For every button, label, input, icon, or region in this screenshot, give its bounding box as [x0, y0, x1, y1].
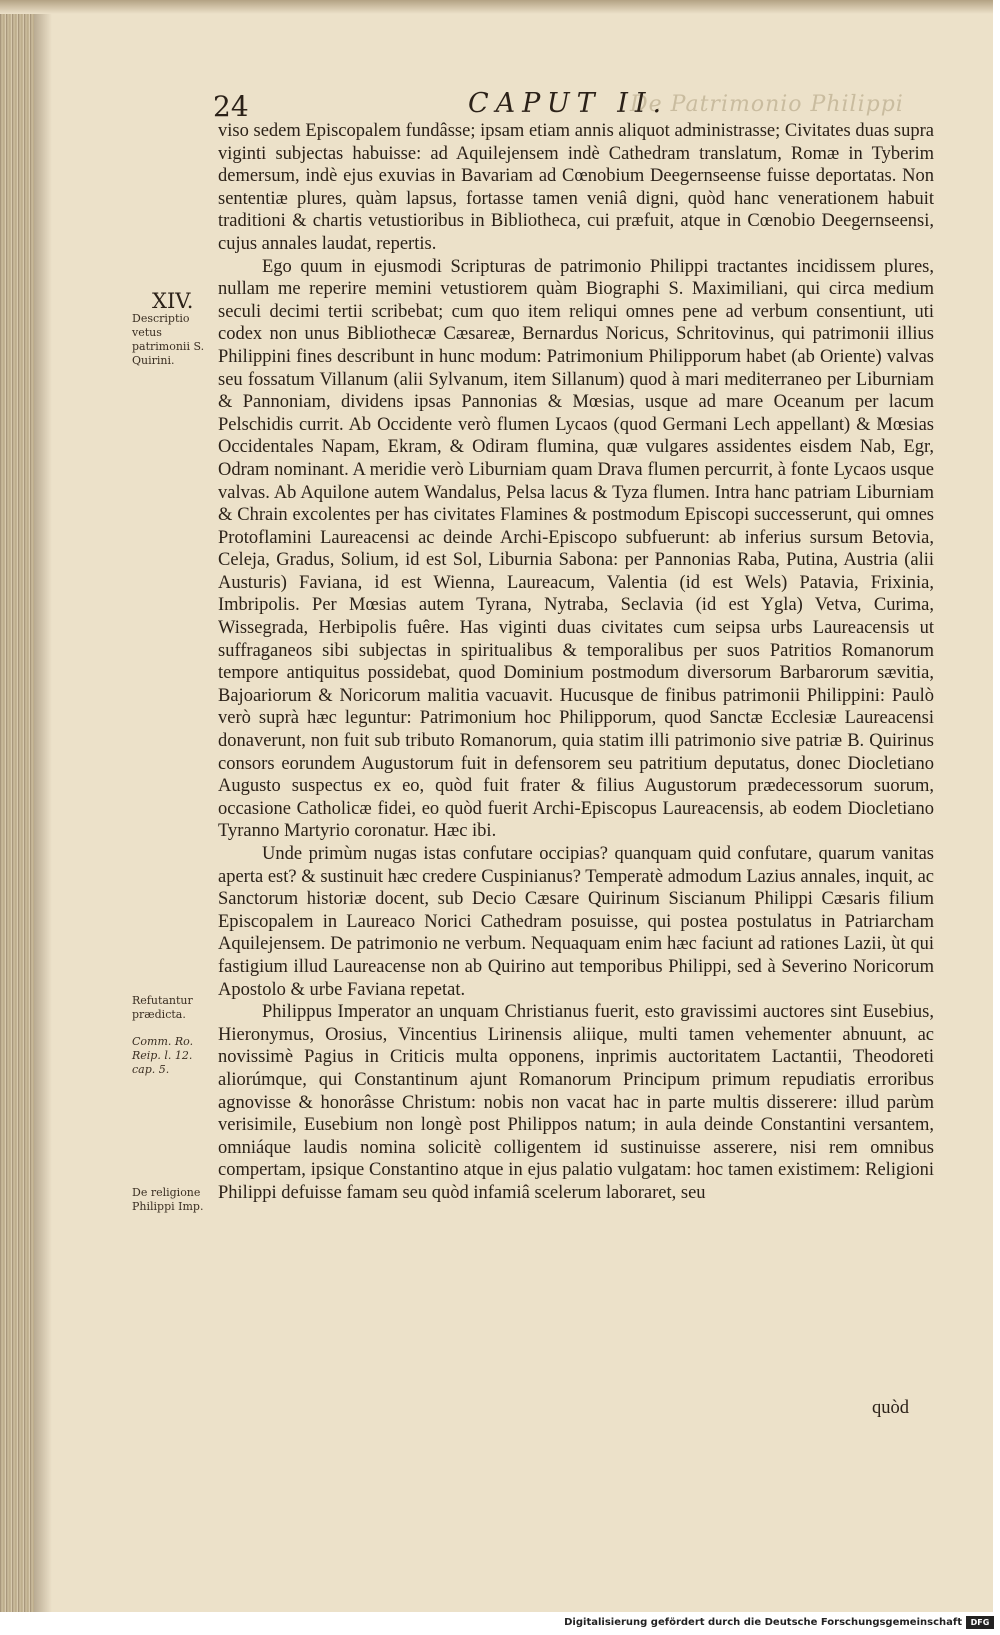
page-edges: [0, 0, 34, 1612]
paragraph: Ego quum in ejusmodi Scripturas de patrimonio Philippi tractantes incidissem plures, nullam me reperire memini vetustiorem quàm Biographi S. Maximiliani, qui circa medium seculi decimi tertii scribebat; cum quo item reliqui omnes pene ad verbum consentiunt, uti codex non unus Bibliothecæ Cæsareæ, Bernardus Noricus, Schritovinus, qui patrimonii illius Philippini fines describunt in hunc modum: Patrimonium Philipporum habet (ab Oriente) valvas seu fossatum Villanum (alii Sylvanum, item Sillanum) quod à mari mediterraneo per Liburniam & Pannoniam, dividens ipsas Pannonias & Mœsias, usque ad mare Oceanum per lacum Pelschidis currit. Ab Occidente verò flumen Lycaos (quod Germani Lech appellant) & Mœsias Occidentales Napam, Ekram, & Odiram flumina, quæ vulgares assidentes eisdem Nab, Egr, Odram nominant. A meridie verò Liburniam quam Drava flumen percurrit, à fonte Lycaos usque valvas. Ab Aquilone autem Wandalus, Pelsa lacus & Tyza flumen. Intra hanc patriam Liburniam & Chrain excolentes per has civitates Flamines & postmodum Episcopi successerunt, qui omnes Protoflamini Laureacensi ac deinde Archi-Episcopo subfuerunt: ab inferius sursum Betovia, Celeja, Gradus, Solium, id est Sol, Liburnia Sabona: per Pannonias Raba, Putina, Austria (alii Austuris) Faviana, id est Wienna, Laureacum, Valentia (id est Wels) Patavia, Frixinia, Imbripolis. Per Mœsias autem Tyrana, Nytraba, Seclavia (id est Ygla) Vetva, Curima, Wissegrada, Herbipolis fuêre. Has viginti duas civitates cum seipsa urbs Laureacensis ut suffraganeos sibi subjectas in spiritualibus & temporalibus per suos Patritios Romanorum tempore antiquitus possidebat, quod Dominium postmodum diversorum Barbarorum sævitia, Bajoariorum & Noricorum malitia vacuavit. Hucusque de finibus patrimonii Philippini: Paulò verò suprà hæc leguntur: Patrimonium hoc Philipporum, quod Sanctæ Ecclesiæ Laureacensi donaverunt, non fuit sub tributo Romanorum, quia statim illi patrimonio sive patriæ B. Quirinus consors eorundem Augustorum fuit in defensorem seu patritium deputatus, donec Diocletiano Augusto suspectus ex eo, quòd fuit frater & filius Augustorum prædecessorum suorum, occasione Catholicæ fidei, eo quòd fuerit Archi-Episcopus Laureacensis, ab eodem Diocletiano Tyranno Martyrio coronatur. Hæc ibi.: [218, 256, 934, 842]
paragraph: Unde primùm nugas istas confutare occipias? quanquam quid confutare, quarum vanitas aperta est? & sustinuit hæc credere Cuspinianus? Temperatè admodum Lazius annales, inquit, ac Sanctorum historiæ docent, sub Decio Cæsare Quirinum Siscianum Philippi Cæsaris filium Episcopalem in Laureaco Norici Cathedram posuisse, qui postea postulatus in Patriarcham Aquilejensem. De patrimonio ne verbum. Nequaquam enim hæc faciunt ad rationes Lazii, ùt qui fastigium illud Laureacense non ab Quirino aut temporibus Philippi, sed à Severino Noricorum Apostolo & urbe Faviana repetat.: [218, 844, 934, 1000]
gutter-shadow: [34, 0, 52, 1612]
paragraph: Philippus Imperator an unquam Christianus fuerit, esto gravissimi auctores sint Eusebius, Hieronymus, Orosius, Vincentius Lirinensis aliique, multi tamen vehementer abnuunt, ac novissimè Pagius in Criticis multa opponens, inprimis auctoritatem Lactantii, Theodoreti aliorúmque, qui Constantinum ajunt Romanorum Principum primum repudiatis erroribus agnovisse & honorâsse Christum: nobis non vacat hac in parte multis disserere: illud parùm verisimile, Eusebium non longè post Philippos natum; in aula deinde Constantini versantem, omniáque laudis nomina solicitè colligentem id sustinuisse asserere, nisi rem omnibus compertam, ipsique Constantino atque in ejus palatio vulgatam: hoc tamen existimem: Religioni Philippi defuisse famam seu quòd infamiâ scelerum laboraret, seu: [218, 1002, 934, 1203]
section-number: XIV.: [152, 289, 194, 313]
main-text: [218, 120, 934, 1205]
dfg-logo: DFG: [966, 1616, 994, 1629]
paragraph: viso sedem Episcopalem fundâsse; ipsam etiam annis aliquot administrasse; Civitates duas supra viginti subjectas habuisse: ad Aquilejensem indè Cathedram translatum, Romæ in Tyberim demersum, indè ejus exuvias in Bavariam ad Cœnobium Deegernseense fuisse deportatas. Non sententiæ plures, quàm lapsus, fortasse tamen veniâ digni, quòd hanc venerationem habuit traditioni & chartis vetustioribus in Bibliotheca, cui præfuit, atque in Cœnobio Deegernseensi, cujus annales laudat, repertis.: [218, 121, 934, 254]
margin-note: Comm. Ro. Reip. l. 12. cap. 5.: [132, 1035, 194, 1076]
page-number: 24: [213, 90, 249, 123]
margin-note: Descriptio vetus patrimonii S. Quirini.: [132, 312, 205, 367]
running-header: CAPUT II.: [468, 88, 669, 119]
catchword: quòd: [872, 1398, 909, 1418]
top-edge: [0, 0, 993, 14]
margin-note: Refutantur prædicta.: [132, 994, 193, 1021]
bleed-through-header: De Patrimonio Philippi: [630, 92, 904, 117]
margin-note: De religione Philippi Imp.: [132, 1186, 204, 1213]
footer-bar: [0, 1612, 1000, 1635]
footer-credit: Digitalisierung gefördert durch die Deutsche Forschungsgemeinschaft: [564, 1617, 962, 1628]
